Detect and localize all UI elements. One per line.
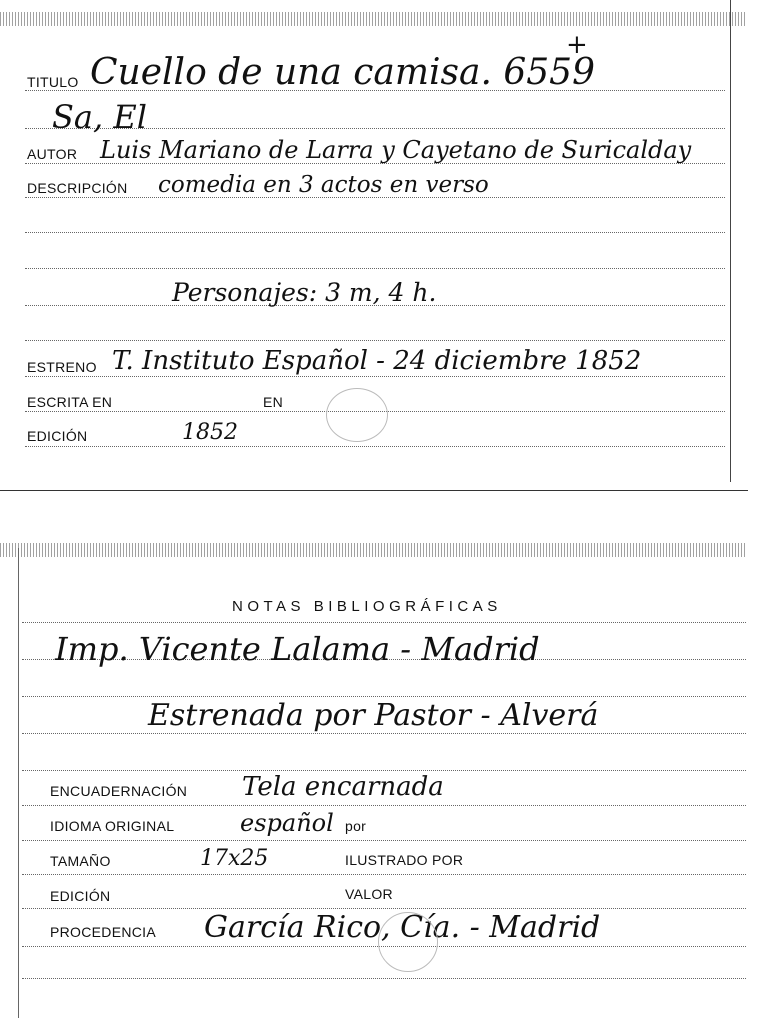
estreno-handwriting: T. Instituto Español - 24 diciembre 1852 (112, 346, 642, 376)
edicion-valor-line (22, 908, 746, 909)
tamano-line (22, 874, 746, 875)
en-label: EN (263, 394, 284, 410)
escrita-en-label: ESCRITA EN (27, 394, 113, 410)
por-label: por (345, 818, 367, 834)
encuadernacion-line (22, 805, 746, 806)
titulo-continuation: Sa, El (52, 98, 147, 136)
autor-handwriting: Luis Mariano de Larra y Cayetano de Suricalday (100, 136, 692, 164)
idioma-handwriting: español (240, 809, 334, 837)
notas-line-3 (22, 696, 746, 697)
card-top-bottom-edge (0, 490, 748, 491)
edicion-label-bottom: EDICIÓN (50, 888, 111, 904)
estreno-line (25, 376, 725, 377)
encuadernacion-label: ENCUADERNACIÓN (50, 783, 188, 799)
blank-line-1 (25, 232, 725, 233)
notas-heading: NOTAS BIBLIOGRÁFICAS (232, 598, 502, 615)
edicion-handwriting: 1852 (182, 420, 238, 445)
titulo-handwriting: Cuello de una camisa. 6559 (90, 52, 595, 93)
procedencia-label: PROCEDENCIA (50, 924, 156, 940)
titulo-label: TITULO (27, 74, 79, 90)
nota-imprenta-handwriting: Imp. Vicente Lalama - Madrid (55, 630, 540, 668)
estreno-label: ESTRENO (27, 359, 97, 375)
blank-line-2 (25, 268, 725, 269)
nota-estreno-handwriting: Estrenada por Pastor - Alverá (148, 698, 599, 733)
blank-line-bottom (22, 978, 746, 979)
edicion-line (25, 446, 725, 447)
valor-label: VALOR (345, 886, 393, 902)
ilustrado-por-label: ILUSTRADO POR (345, 852, 464, 868)
edicion-label: EDICIÓN (27, 428, 88, 444)
encuadernacion-handwriting: Tela encarnada (242, 772, 444, 802)
descripcion-label: DESCRIPCIÓN (27, 180, 128, 196)
idioma-line (22, 840, 746, 841)
ink-smudge (326, 388, 388, 442)
titulo-cross-mark: + (566, 30, 588, 60)
notas-line-1 (22, 622, 746, 623)
tamano-label: TAMAÑO (50, 853, 111, 869)
autor-label: AUTOR (27, 146, 78, 162)
idioma-original-label: IDIOMA ORIGINAL (50, 818, 175, 834)
procedencia-handwriting: García Rico, Cía. - Madrid (204, 910, 601, 945)
ink-smudge-bottom (378, 912, 438, 972)
personajes-handwriting: Personajes: 3 m, 4 h. (172, 278, 437, 307)
tamano-handwriting: 17x25 (200, 846, 269, 871)
descripcion-handwriting: comedia en 3 actos en verso (158, 172, 489, 198)
notas-line-5 (22, 770, 746, 771)
blank-line-3 (25, 340, 725, 341)
notas-line-4 (22, 733, 746, 734)
